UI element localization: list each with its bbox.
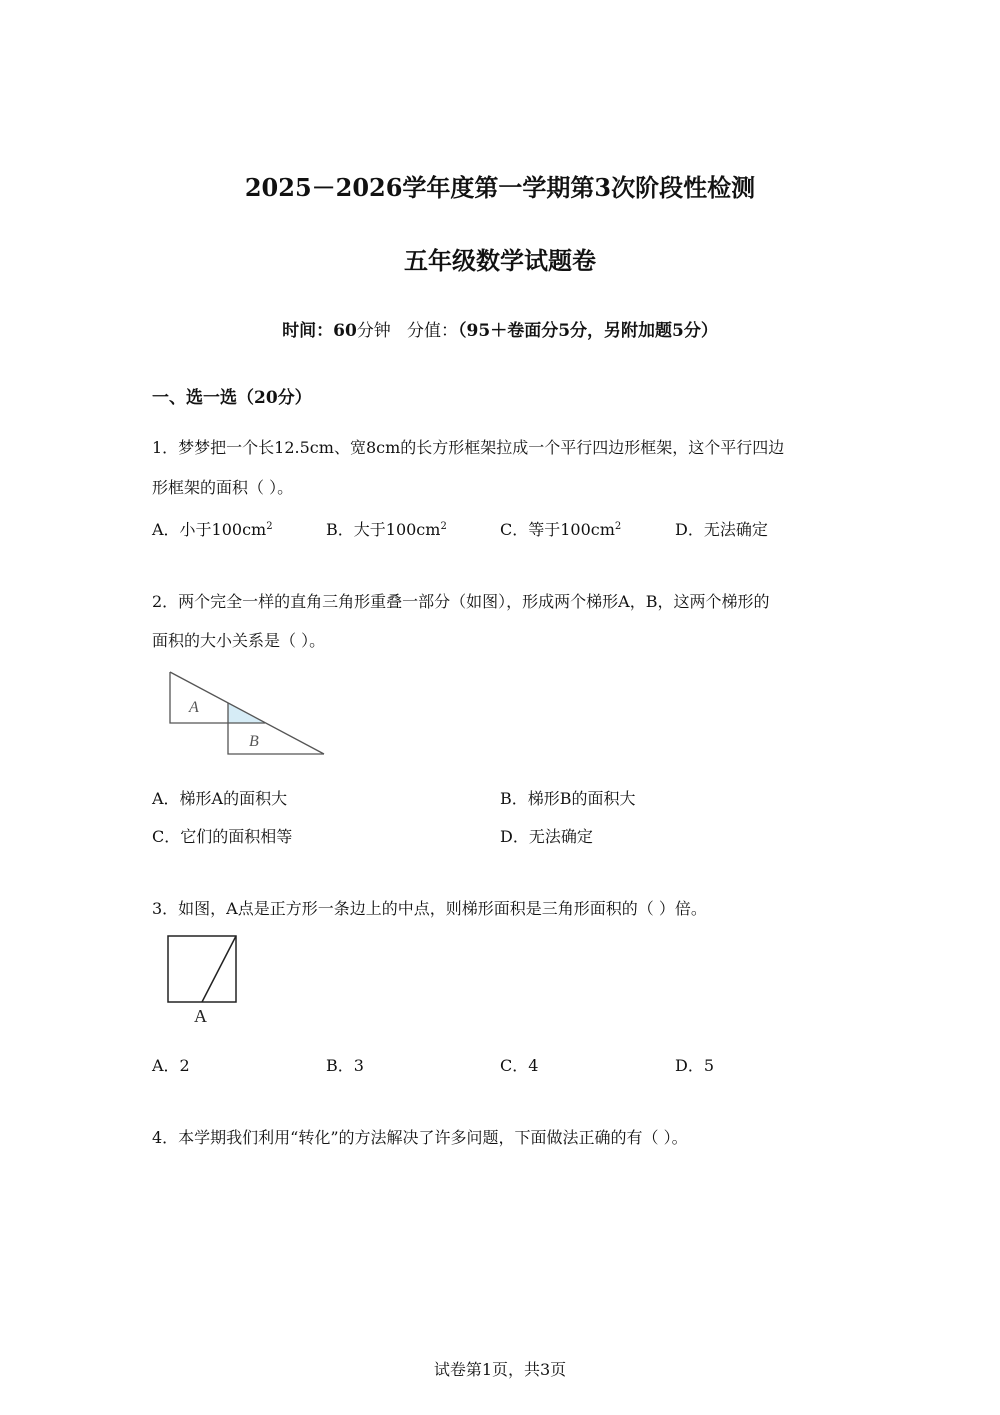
question-1-option-c: C．等于$100cm^2$ <box>500 520 622 539</box>
question-3-line-1: 3．如图，A点是正方形一条边上的中点，则梯形面积是三角形面积的（ ）倍。 <box>152 899 707 918</box>
exam-subtitle: 五年级数学试题卷 <box>404 246 596 275</box>
square-figure <box>160 928 250 1028</box>
question-3-option-b: B．3 <box>326 1056 364 1075</box>
question-3-option-d: D．5 <box>675 1056 715 1075</box>
question-3-option-c: C．4 <box>500 1056 539 1075</box>
question-1-line-2: 形框架的面积（ ）。 <box>152 478 294 497</box>
exam-meta <box>0 316 1000 341</box>
question-1-line-1: 1．梦梦把一个长12.5cm、宽8cm的长方形框架拉成一个平行四边形框架，这个平行四边 <box>152 438 785 457</box>
question-2-line-2: 面积的大小关系是（ ）。 <box>152 631 326 650</box>
figure-label-a: A <box>189 699 199 716</box>
overlapping-triangles-figure <box>165 668 330 758</box>
question-1-option-d: D．无法确定 <box>675 520 768 539</box>
meta-score-label: 分值： <box>407 321 459 341</box>
meta-prefix: 时间： <box>282 321 334 341</box>
question-1-option-a: A．小于$100cm^2$ <box>152 520 273 539</box>
meta-time-unit: 分钟 <box>356 321 391 341</box>
question-3-option-a: A．2 <box>152 1056 190 1075</box>
question-2-option-c: C．它们的面积相等 <box>152 827 293 846</box>
page-footer: 试卷第1页，共3页 <box>433 1360 567 1379</box>
section-title: 一、选一选（20分） <box>152 388 312 408</box>
question-2-option-b: B．梯形B的面积大 <box>500 789 636 808</box>
question-1-option-b: B．大于$100cm^2$ <box>326 520 447 539</box>
question-2-option-d: D．无法确定 <box>500 827 593 846</box>
point-a-label: A <box>194 1006 207 1026</box>
question-2-option-a: A．梯形A的面积大 <box>152 789 288 808</box>
meta-score-detail: （95＋卷面分5分，另附加题5分） <box>458 321 718 341</box>
figure-label-b: B <box>249 733 259 750</box>
question-4-line-1: 4．本学期我们利用“转化”的方法解决了许多问题，下面做法正确的有（ ）。 <box>152 1128 688 1147</box>
meta-time: 60 <box>333 321 357 341</box>
question-2-line-1: 2．两个完全一样的直角三角形重叠一部分（如图），形成两个梯形A，B，这两个梯形的 <box>152 592 770 611</box>
exam-title: 2025－2026学年度第一学期第3次阶段性检测 <box>244 173 756 202</box>
